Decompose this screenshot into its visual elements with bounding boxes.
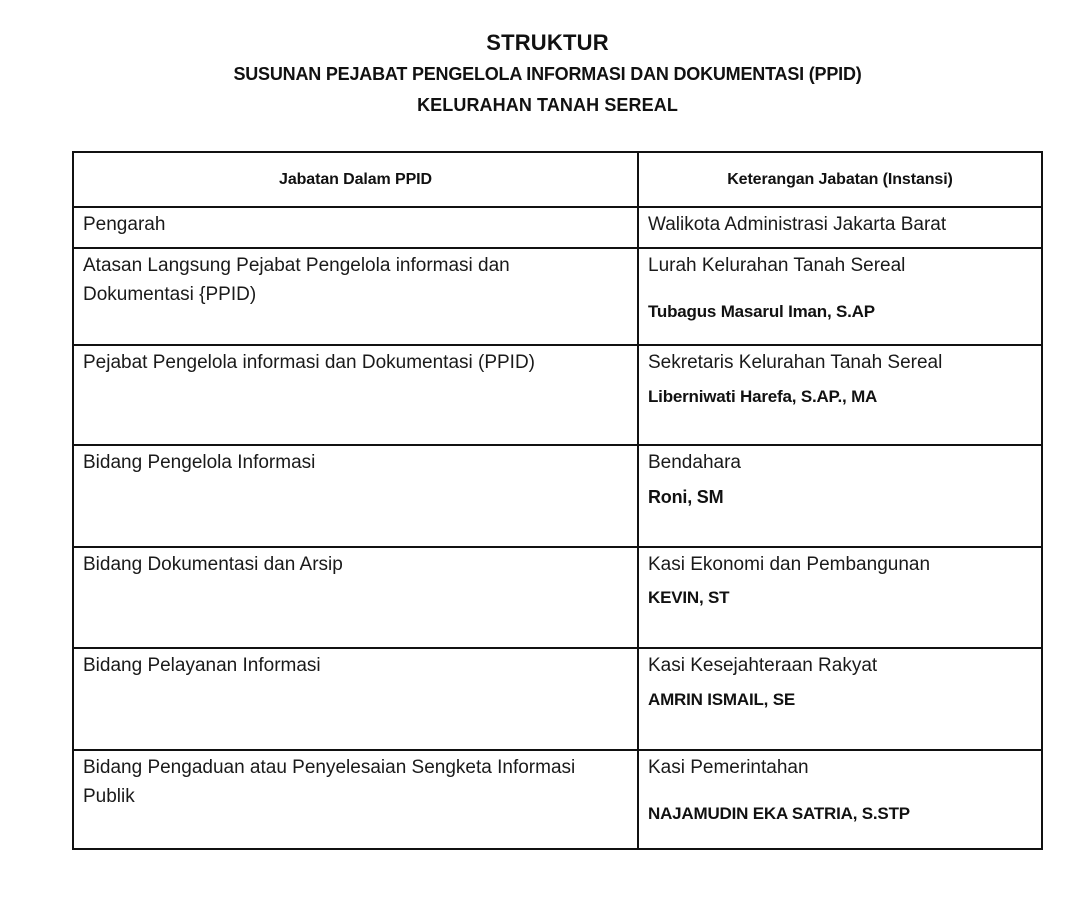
table-row — [74, 344, 1041, 444]
jabatan-text: Pejabat Pengelola informasi dan Dokumentasi (PPID) — [83, 352, 536, 373]
table-row — [74, 749, 1041, 848]
document-subtitle: SUSUNAN PEJABAT PENGELOLA INFORMASI DAN DOKUMENTASI (PPID) — [233, 64, 862, 84]
keterangan-text: Lurah Kelurahan Tanah Sereal — [648, 255, 906, 276]
keterangan-cell — [639, 548, 1041, 647]
table-row — [74, 444, 1041, 546]
official-name: KEVIN, ST — [648, 588, 730, 607]
jabatan-cell — [74, 751, 637, 848]
keterangan-cell — [639, 249, 1041, 344]
keterangan-text: Walikota Administrasi Jakarta Barat — [648, 214, 947, 235]
official-name: NAJAMUDIN EKA SATRIA, S.STP — [648, 804, 910, 823]
jabatan-text: Bidang Dokumentasi dan Arsip — [83, 554, 343, 575]
table-row — [74, 647, 1041, 749]
jabatan-cell — [74, 649, 637, 749]
document-subtitle-office: KELURAHAN TANAH SEREAL — [417, 95, 678, 115]
ppid-structure-table — [72, 151, 1043, 850]
keterangan-cell — [639, 446, 1041, 546]
keterangan-text: Kasi Kesejahteraan Rakyat — [648, 655, 878, 676]
table-row — [74, 206, 1041, 247]
jabatan-cell — [74, 346, 637, 444]
keterangan-cell — [639, 208, 1041, 247]
jabatan-text: Bidang Pengelola Informasi — [83, 452, 316, 473]
keterangan-cell — [639, 751, 1041, 848]
official-name: AMRIN ISMAIL, SE — [648, 690, 795, 709]
official-name: Tubagus Masarul Iman, S.AP — [648, 302, 875, 321]
jabatan-text: Pengarah — [83, 214, 166, 235]
jabatan-cell — [74, 548, 637, 647]
keterangan-text: Kasi Pemerintahan — [648, 757, 809, 778]
column-header-jabatan: Jabatan Dalam PPID — [279, 170, 432, 188]
jabatan-cell — [74, 208, 637, 247]
jabatan-text: Bidang Pengaduan atau Penyelesaian Sengketa Informasi Publik — [83, 757, 576, 807]
keterangan-text: Bendahara — [648, 452, 741, 473]
official-name: Liberniwati Harefa, S.AP., MA — [648, 387, 878, 406]
keterangan-text: Sekretaris Kelurahan Tanah Sereal — [648, 352, 943, 373]
jabatan-cell — [74, 446, 637, 546]
jabatan-text: Atasan Langsung Pejabat Pengelola informasi dan Dokumentasi {PPID) — [83, 255, 510, 305]
document-title: STRUKTUR — [486, 30, 609, 55]
jabatan-text: Bidang Pelayanan Informasi — [83, 655, 321, 676]
keterangan-cell — [639, 346, 1041, 444]
table-header-row — [74, 153, 1041, 206]
column-header-keterangan: Keterangan Jabatan (Instansi) — [727, 170, 953, 188]
keterangan-cell — [639, 649, 1041, 749]
table-row — [74, 247, 1041, 344]
official-name: Roni, SM — [648, 487, 724, 507]
keterangan-text: Kasi Ekonomi dan Pembangunan — [648, 554, 931, 575]
table-row — [74, 546, 1041, 647]
jabatan-cell — [74, 249, 637, 344]
